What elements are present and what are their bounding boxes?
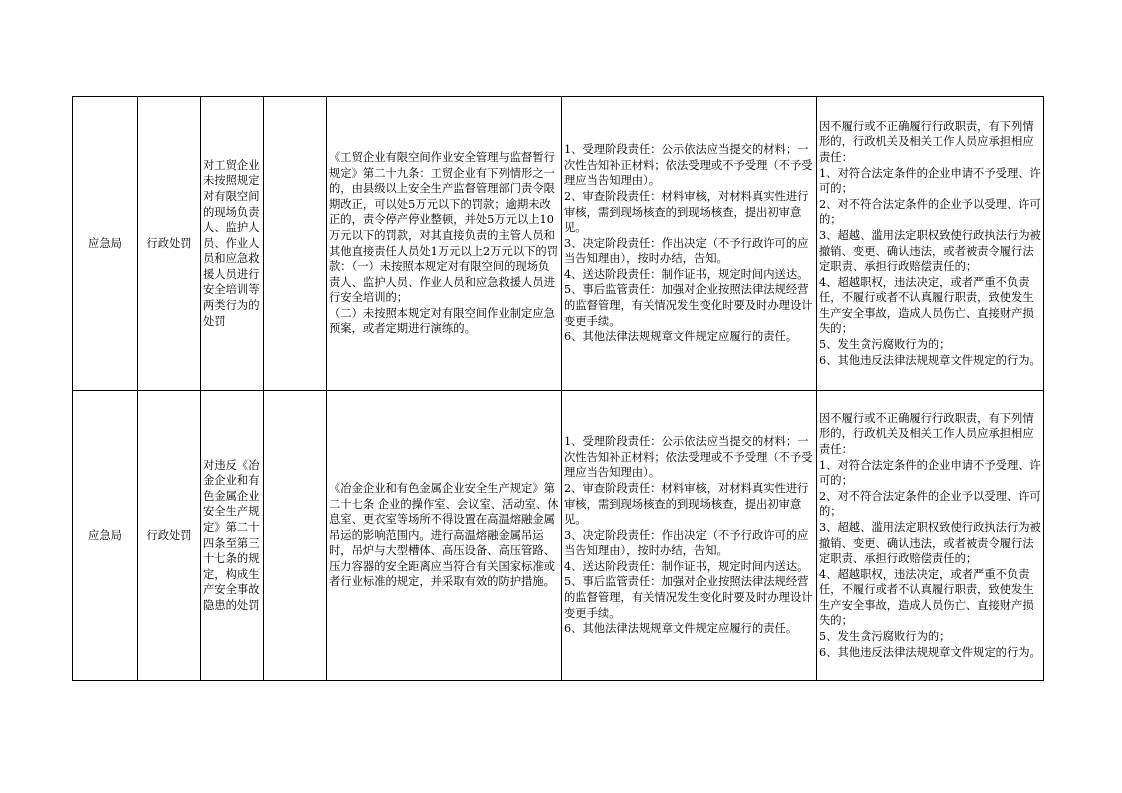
blank-cell [264,391,327,681]
legal-basis-cell [327,97,562,391]
responsibility-table [72,96,1044,681]
responsibility-text: 1、受理阶段责任：公示依法应当提交的材料；一次性告知补正材料；依法受理或不予受理（不予受理应当告知理由）。 2、审查阶段责任：材料审核，对材料真实性进行审核，需到现场核查的到现场核查，提出初审意见。 3、决定阶段责任：作出决定（不予行政许可的应当告知理由），按时办结，告知。 4、送达阶段责任：制作证书，规定时间内送达。 5、事后监管责任：加强对企业按照法律法规经营的监督管理，有关情况发生变化时要及时办理设计变更手续。 6、其他法律法规规章文件规定应履行的责任。 [564,435,813,636]
legal-basis-text: 《工贸企业有限空间作业安全管理与监督暂行规定》第二十九条：工贸企业有下列情形之一的，由县级以上安全生产监督管理部门责令限期改正，可以处5万元以下的罚款；逾期未改正的，责令停产停业整顿，并处5万元以上10万元以下的罚款，对其直接负责的主管人员和其他直接责任人员处1万元以上2万元以下的罚款：（一）未按照本规定对有限空间的现场负责人、监护人员、作业人员和应急救援人员进行安全培训的； （二）未按照本规定对有限空间作业制定应急预案，或者定期进行演练的。 [329,150,559,336]
responsibility-text: 1、受理阶段责任：公示依法应当提交的材料；一次性告知补正材料；依法受理或不予受理（不予受理应当告知理由）。 2、审查阶段责任：材料审核，对材料真实性进行审核，需到现场核查的到现场核查，提出初审意见。 3、决定阶段责任：作出决定（不予行政许可的应当告知理由），按时办结，告知。 4、送达阶段责任：制作证书，规定时间内送达。 5、事后监管责任：加强对企业按照法律法规经营的监督管理，有关情况发生变化时要及时办理设计变更手续。 6、其他法律法规规章文件规定应履行的责任。 [564,143,813,344]
table-row [73,97,1044,391]
table-row [73,391,1044,681]
item-name-cell: 对工贸企业未按照规定对有限空间的现场负责人、监护人员、作业人员和应急救援人员进行安全培训等两类行为的处罚 [201,97,264,391]
accountability-text: 因不履行或不正确履行行政职责，有下列情形的，行政机关及相关工作人员应承担相应责任： 1、对符合法定条件的企业申请不予受理、许可的； 2、对不符合法定条件的企业予以受理、许可的； 3、超越、滥用法定职权致使行政执法行为被撤销、变更、确认违法，或者被责令履行法定职责、承担行政赔偿责任的； 4、超越职权，违法决定，或者严重不负责任，不履行或者不认真履行职责，致使发生生产安全事故，造成人员伤亡、直接财产损失的； 5、发生贪污腐败行为的； 6、其他违反法律法规规章文件规定的行为。 [819,119,1041,367]
blank-cell [264,97,327,391]
legal-basis-cell [327,391,562,681]
legal-basis-text: 《冶金企业和有色金属企业安全生产规定》第二十七条 企业的操作室、会议室、活动室、休息室、更衣室等场所不得设置在高温熔融金属吊运的影响范围内。进行高温熔融金属吊运时，吊炉与大型槽体、高压设备、高压管路、压力容器的安全距离应当符合有关国家标准或者行业标准的规定，并采取有效的防护措施。 [329,481,559,589]
accountability-text: 因不履行或不正确履行行政职责，有下列情形的，行政机关及相关工作人员应承担相应责任： 1、对符合法定条件的企业申请不予受理、许可的； 2、对不符合法定条件的企业予以受理、许可的； 3、超越、滥用法定职权致使行政执法行为被撤销、变更、确认违法，或者被责令履行法定职责、承担行政赔偿责任的； 4、超越职权，违法决定，或者严重不负责任，不履行或者不认真履行职责，致使发生生产安全事故，造成人员伤亡、直接财产损失的； 5、发生贪污腐败行为的； 6、其他违反法律法规规章文件规定的行为。 [819,411,1041,659]
category-cell: 行政处罚 [138,97,201,391]
category-cell: 行政处罚 [138,391,201,681]
department-cell: 应急局 [73,97,138,391]
accountability-cell [817,97,1044,391]
department-cell: 应急局 [73,391,138,681]
responsibility-cell [562,97,817,391]
accountability-cell [817,391,1044,681]
item-name-cell: 对违反《冶金企业和有色金属企业安全生产规定》第二十四条至第三十七条的规定，构成生产安全事故隐患的处罚 [201,391,264,681]
responsibility-cell [562,391,817,681]
